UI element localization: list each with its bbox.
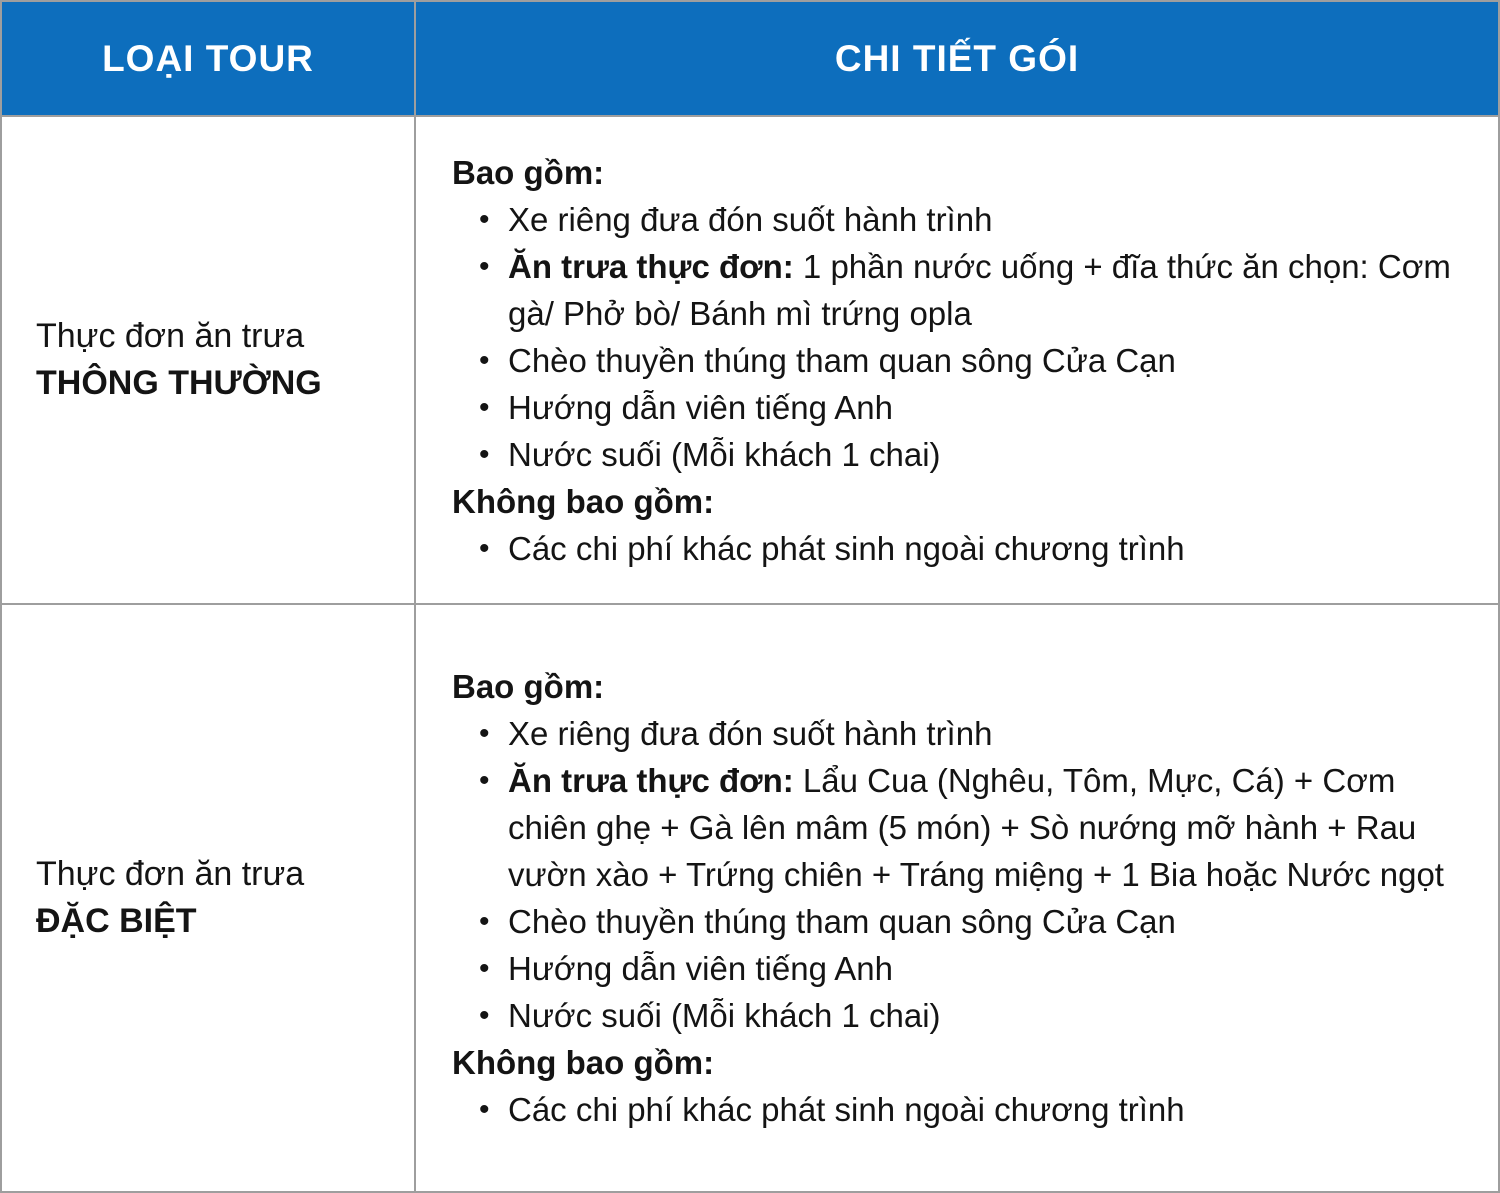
tour-name-line2: THÔNG THƯỜNG — [36, 364, 322, 402]
included-list — [452, 196, 1474, 478]
list-item-lead: Ăn trưa thực đơn: — [508, 247, 794, 285]
bullet-icon: • — [479, 952, 490, 985]
bullet-icon: • — [479, 249, 490, 283]
list-item — [452, 710, 1474, 757]
tour-name-line1: Thực đơn ăn trưa — [36, 855, 305, 893]
list-item-text: Chèo thuyền thúng tham quan sông Cửa Cạn — [508, 341, 1176, 379]
bullet-icon: • — [479, 202, 490, 236]
excluded-section-label: Không bao gồm: — [452, 1044, 715, 1081]
tour-type-cell-thong-thuong — [2, 117, 416, 605]
excluded-list — [452, 525, 1474, 572]
bullet-icon: • — [479, 343, 490, 377]
list-item — [452, 196, 1474, 243]
package-detail-cell-dac-biet — [416, 605, 1498, 1191]
list-item — [452, 431, 1474, 478]
column-header-loai-tour: LOẠI TOUR — [2, 2, 416, 117]
excluded-list — [452, 1086, 1474, 1133]
list-item — [452, 898, 1474, 945]
list-item — [452, 337, 1474, 384]
included-section-label: Bao gồm: — [452, 668, 605, 705]
list-item-text: Xe riêng đưa đón suốt hành trình — [508, 715, 993, 752]
excluded-section-label: Không bao gồm: — [452, 482, 715, 520]
tour-name-line1: Thực đơn ăn trưa — [36, 317, 305, 355]
list-item — [452, 384, 1474, 431]
bullet-icon: • — [479, 764, 490, 797]
list-item — [452, 525, 1474, 572]
bullet-icon: • — [479, 1093, 490, 1126]
bullet-icon: • — [479, 437, 490, 471]
bullet-icon: • — [479, 531, 490, 565]
list-item — [452, 1086, 1474, 1133]
list-item-text: Hướng dẫn viên tiếng Anh — [508, 950, 893, 987]
list-item-text: Nước suối (Mỗi khách 1 chai) — [508, 997, 941, 1034]
list-item-text: Nước suối (Mỗi khách 1 chai) — [508, 435, 941, 473]
list-item-text: Các chi phí khác phát sinh ngoài chương trình — [508, 1091, 1185, 1128]
list-item — [452, 243, 1474, 337]
list-item-text: Chèo thuyền thúng tham quan sông Cửa Cạn — [508, 903, 1176, 940]
list-item-text: Xe riêng đưa đón suốt hành trình — [508, 200, 993, 238]
tour-name-line2: ĐẶC BIỆT — [36, 902, 197, 940]
list-item-lead: Ăn trưa thực đơn: — [508, 762, 794, 799]
bullet-icon: • — [479, 717, 490, 750]
included-section-label: Bao gồm: — [452, 153, 605, 191]
column-header-chi-tiet-goi: CHI TIẾT GÓI — [416, 2, 1498, 117]
list-item — [452, 945, 1474, 992]
bullet-icon: • — [479, 905, 490, 938]
bullet-icon: • — [479, 390, 490, 424]
included-list — [452, 710, 1474, 1039]
list-item-text: Hướng dẫn viên tiếng Anh — [508, 388, 893, 426]
list-item-text: Ăn trưa thực đơn: 1 phần nước uống + đĩa thức ăn chọn: Cơm gà/ Phở bò/ Bánh mì trứng opla — [508, 247, 1451, 332]
list-item — [452, 992, 1474, 1039]
package-detail-cell-thong-thuong — [416, 117, 1498, 605]
list-item-text: Các chi phí khác phát sinh ngoài chương trình — [508, 529, 1185, 567]
bullet-icon: • — [479, 999, 490, 1032]
tour-type-cell-dac-biet — [2, 605, 416, 1191]
list-item — [452, 757, 1474, 898]
list-item-text: Ăn trưa thực đơn: Lẩu Cua (Nghêu, Tôm, Mực, Cá) + Cơm chiên ghẹ + Gà lên mâm (5 món) + Sò nướng mỡ hành + Rau vườn xào + Trứng chiên + Tráng miệng + 1 Bia hoặc Nước ngọt — [508, 762, 1444, 893]
